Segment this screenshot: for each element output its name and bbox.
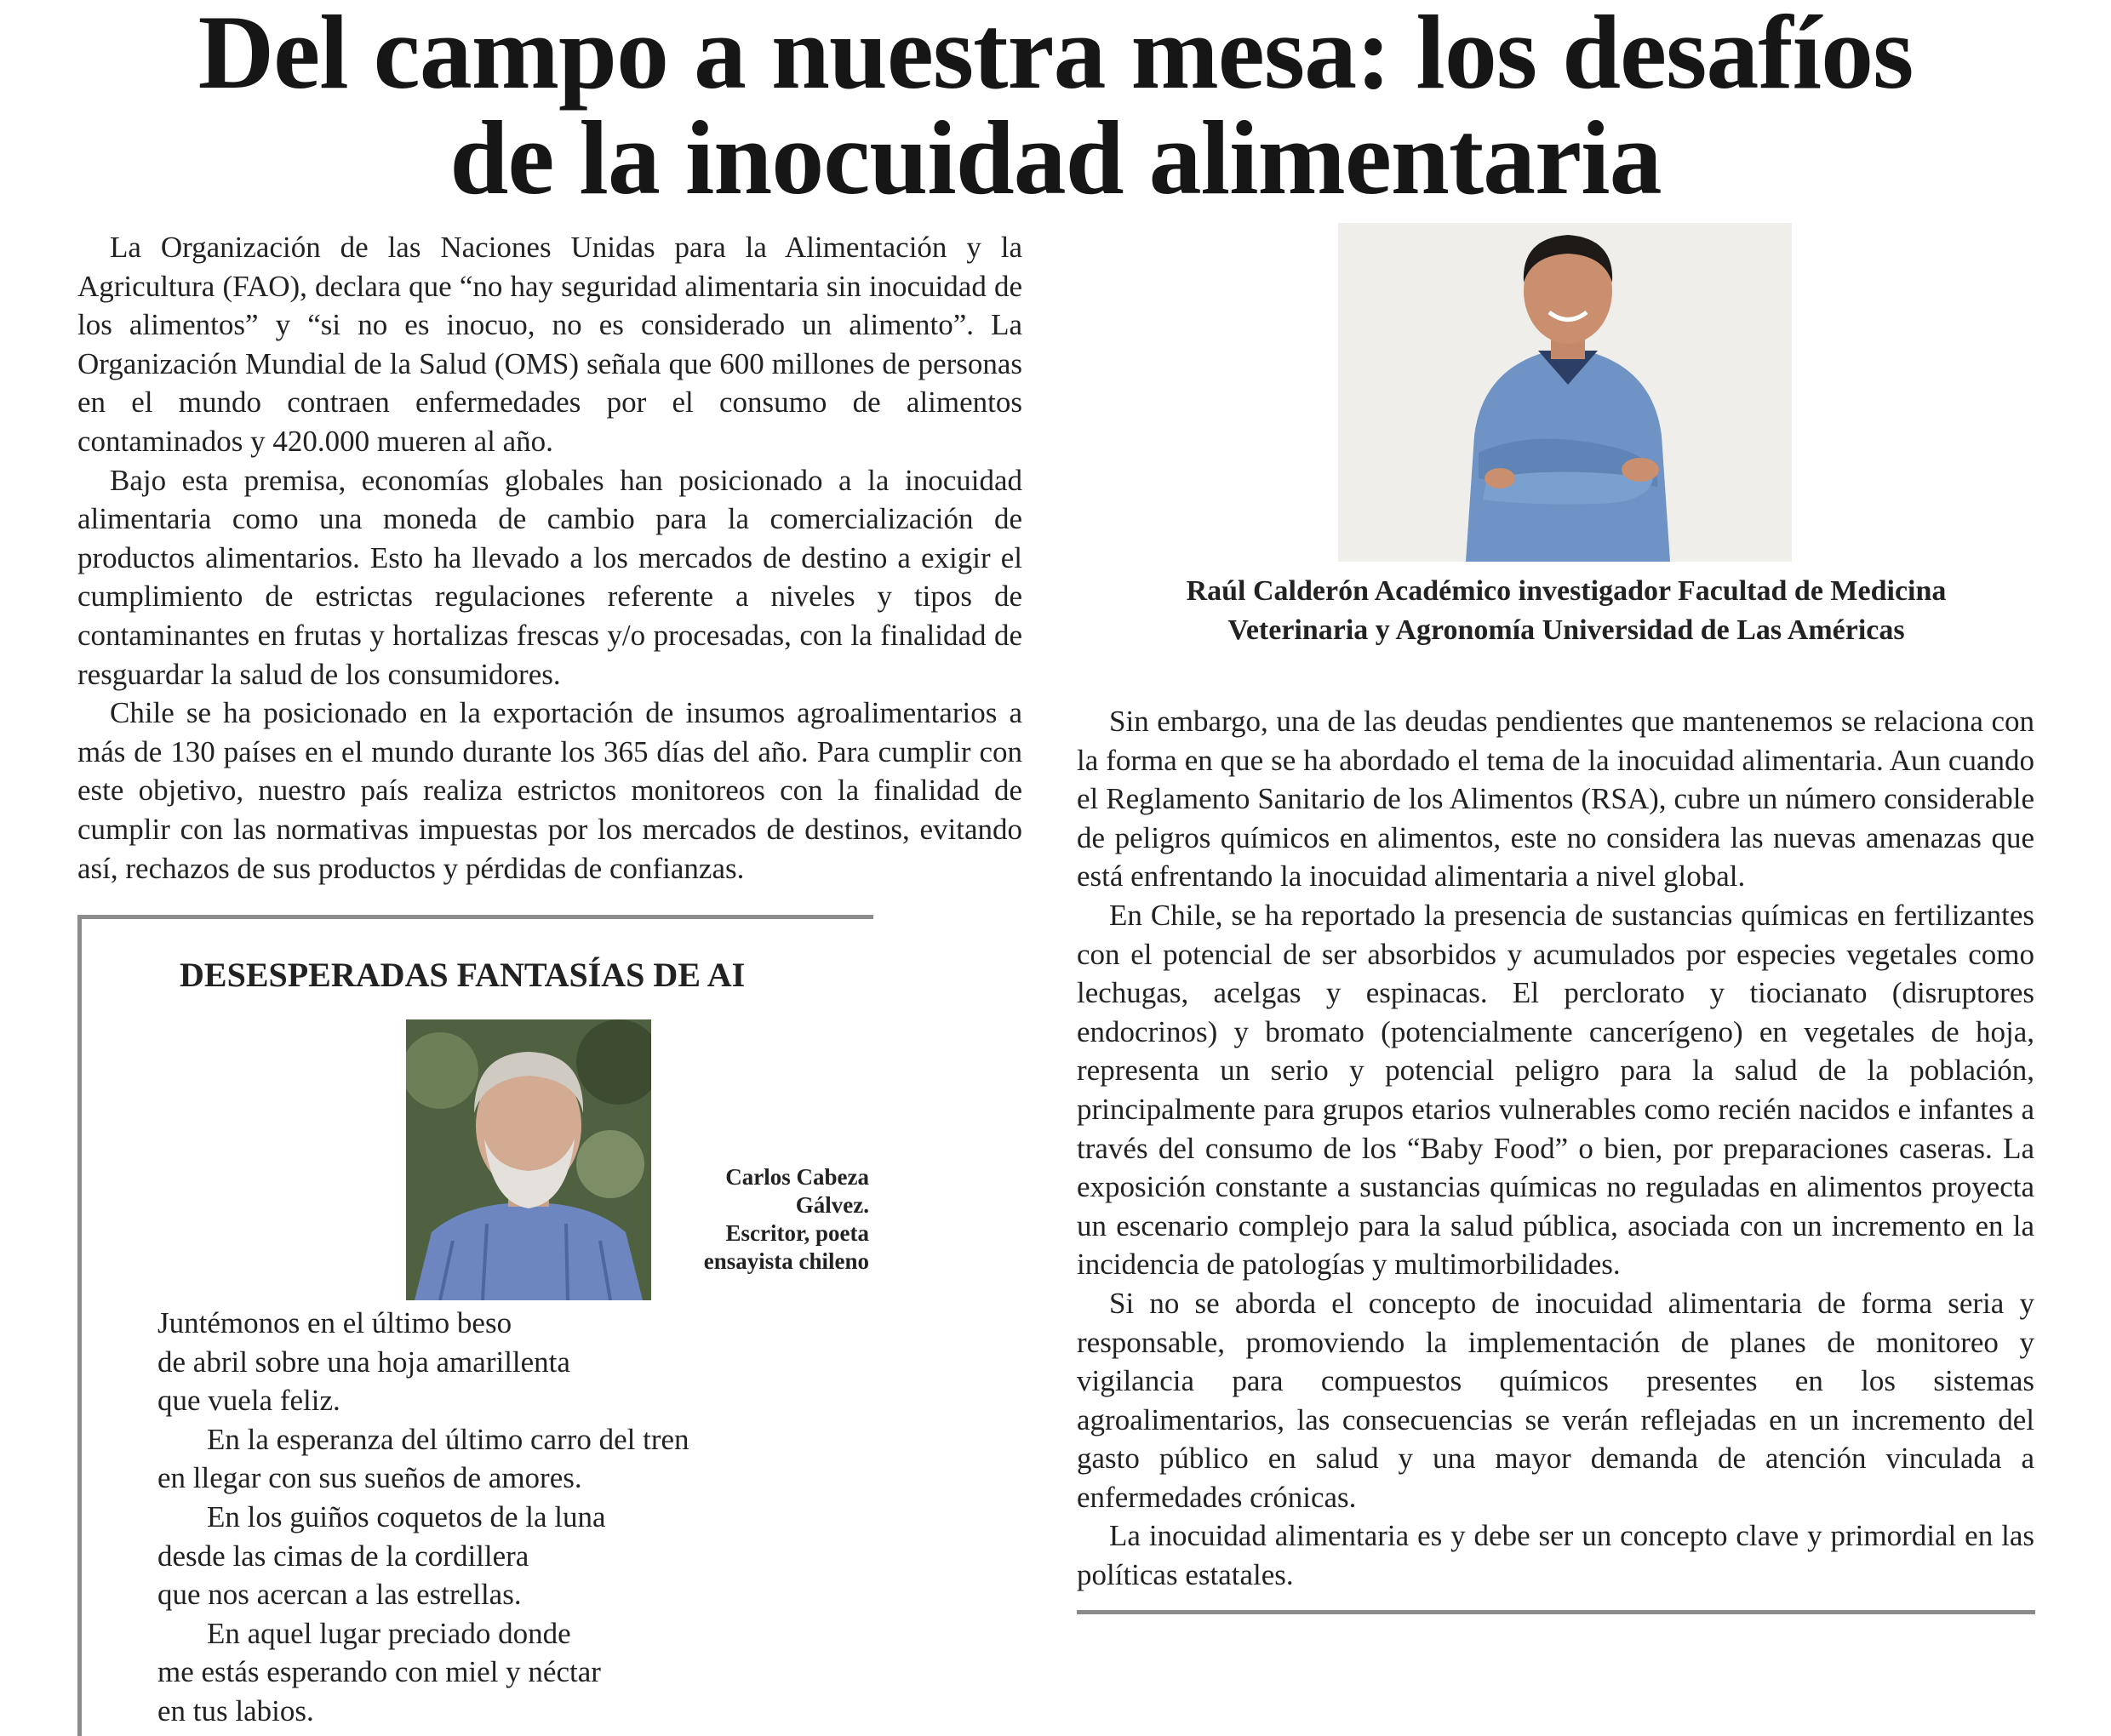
poet-caption-line-1: Carlos Cabeza <box>725 1164 869 1190</box>
poem-line: En aquel lugar preciado donde <box>207 1616 571 1650</box>
headline-line-2: de la inocuidad alimentaria <box>449 100 1662 216</box>
portrait-illustration <box>1338 223 1792 562</box>
headline-line-1: Del campo a nuestra mesa: los desafíos <box>197 0 1914 111</box>
right-paragraph-4: La inocuidad alimentaria es y debe ser un concepto clave y primordial en las políticas estatales. <box>1077 1519 2034 1592</box>
left-paragraph-1: La Organización de las Naciones Unidas para la Alimentación y la Agricultura (FAO), declara que “no hay seguridad alimentaria sin inocuidad de los alimentos” y “si no es inocuo, no es considerado un alimento”. La Organización Mundial de la Salud (OMS) señala que 600 millones de personas en el mundo contraen enfermedades por el consumo de alimentos contaminados y 420.000 mueren al año. <box>77 231 1022 458</box>
poem-text <box>157 1304 855 1731</box>
poem-line: que vuela feliz. <box>157 1384 340 1418</box>
poet-caption <box>660 1163 869 1276</box>
poem-line: desde las cimas de la cordillera <box>157 1539 529 1573</box>
author-photo-raul <box>1338 223 1792 562</box>
right-text-column <box>1077 702 2034 1595</box>
poem-line: en tus labios. <box>157 1693 314 1727</box>
poem-line: de abril sobre una hoja amarillenta <box>157 1345 570 1379</box>
poem-line: En la esperanza del último carro del tren <box>207 1422 689 1456</box>
right-paragraph-3: Si no se aborda el concepto de inocuidad alimentaria de forma seria y responsable, promoviendo la implementación de planes de monitoreo y vigilancia para compuestos químicos presentes en los sistemas agroalimentarios, las consecuencias se verán reflejadas en un incremento del gasto público en salud y una mayor demanda de atención vinculada a enfermedades crónicas. <box>1077 1286 2034 1514</box>
poet-photo-carlos <box>406 1019 651 1300</box>
left-paragraph-3: Chile se ha posicionado en la exportación de insumos agroalimentarios a más de 130 países en el mundo durante los 365 días del año. Para cumplir con este objetivo, nuestro país realiza estrictos monitoreos con la finalidad de cumplir con las normativas impuestas por los mercados de destinos, evitando así, rechazos de sus productos y pérdidas de confianzas. <box>77 696 1022 885</box>
poet-caption-line-3: Escritor, poeta <box>725 1220 869 1246</box>
poet-caption-line-2: Gálvez. <box>795 1192 869 1218</box>
author-photo-caption: Raúl Calderón Académico investigador Facultad de Medicina Veterinaria y Agronomía Universidad de Las Américas <box>1186 575 1947 646</box>
poem-line: Juntémonos en el último beso <box>157 1306 512 1339</box>
column-end-rule <box>1077 1610 2035 1614</box>
left-paragraph-2: Bajo esta premisa, economías globales han posicionado a la inocuidad alimentaria como una moneda de cambio para la comercialización de productos alimentarios. Esto ha llevado a los mercados de destino a exigir el cumplimiento de estrictas regulaciones referente a niveles y tipos de contaminantes en frutas y hortalizas frescas y/o procesadas, con la finalidad de resguardar la salud de los consumidores. <box>77 463 1022 691</box>
article-headline <box>0 0 2111 216</box>
right-paragraph-1: Sin embargo, una de las deudas pendientes que mantenemos se relaciona con la forma en que se ha abordado el tema de la inocuidad alimentaria. Aun cuando el Reglamento Sanitario de los Alimentos (RSA), cubre un número considerable de peligros químicos en alimentos, este no considera las nuevas amenazas que está enfrentando la inocuidad alimentaria a nivel global. <box>1077 705 2034 894</box>
poem-title: DESESPERADAS FANTASÍAS DE AI <box>180 956 746 994</box>
poem-line: en llegar con sus sueños de amores. <box>157 1461 582 1495</box>
poem-line: me estás esperando con miel y néctar <box>157 1655 601 1689</box>
poem-line: que nos acercan a las estrellas. <box>157 1578 522 1612</box>
poet-caption-line-4: ensayista chileno <box>703 1248 869 1274</box>
poem-line: En los guiños coquetos de la luna <box>207 1499 606 1533</box>
left-text-column <box>77 228 1022 888</box>
poet-portrait-illustration <box>406 1019 651 1300</box>
right-paragraph-2: En Chile, se ha reportado la presencia de sustancias químicas en fertilizantes con el potencial de ser absorbidos y acumulados por especies vegetales como lechugas, acelgas y espinacas. El perclorato y tiocianato (disruptores endocrinos) y bromato (potencialmente cancerígeno) en vegetales de hoja, representa un serio y potencial peligro para la salud de la población, principalmente para grupos etarios vulnerables como recién nacidos e infantes a través del consumo de los “Baby Food” o bien, por preparaciones caseras. La exposición constante a sustancias químicas no reguladas en alimentos proyecta un escenario complejo para la salud pública, asociada con un incremento en la incidencia de patologías y multimorbilidades. <box>1077 898 2034 1282</box>
